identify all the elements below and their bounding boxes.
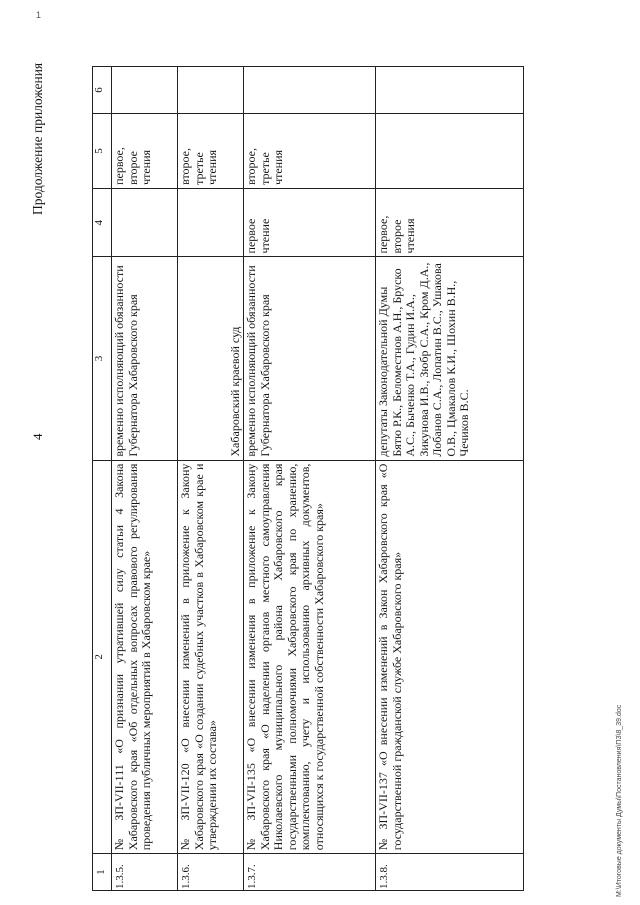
header-cell-6: 6 (93, 67, 112, 114)
readings: второе, третье чтения (178, 114, 244, 189)
row-number: 1.3.8. (376, 854, 524, 891)
bill-initiator: депутаты Законодательной Думы Бятю Р.К., Беломестнов А.Н., Бруско А.С., Быченко Т.А., Гудин И.А., Зикунова И.В., Зюбр С.А., Кром Д.А., Лобанов С.А., Лопатин В.С., Ушакова О.В., Цмакалов К.И., Шохин В.Н., Чечиков В.С. (376, 257, 524, 460)
bill-initiator: Хабаровский краевой суд (178, 257, 244, 460)
row-number: 1.3.6. (178, 854, 244, 891)
legislation-table (92, 66, 524, 891)
note (244, 67, 376, 114)
header-cell-1: 1 (93, 854, 112, 891)
table-row (244, 67, 376, 891)
row-number: 1.3.5. (112, 854, 178, 891)
footer-file-path: M:\Итоговые документы Думы\Постановления\ПЗ\8_39.doc (616, 704, 623, 897)
readings: второе, третье чтения (244, 114, 376, 189)
table-row (376, 67, 524, 891)
note (376, 67, 524, 114)
note (112, 67, 178, 114)
first-reading (178, 188, 244, 257)
header-cell-2: 2 (93, 460, 112, 854)
continuation-label: Продолжение приложения (30, 62, 45, 215)
readings (376, 114, 524, 189)
corner-mark: 1 (36, 10, 42, 20)
table-row (178, 67, 244, 891)
page-number: 4 (30, 433, 45, 440)
row-number: 1.3.7. (244, 854, 376, 891)
readings: первое, второе чтения (112, 114, 178, 189)
bill-title: № ЗП-VII-120 «О внесении изменений в приложение к Закону Хабаровского края «О создании судебных участков в Хабаровском крае и утверждении их состава» (178, 460, 244, 854)
table-header-row (93, 67, 112, 891)
header-cell-4: 4 (93, 188, 112, 257)
bill-initiator: временно исполняющий обязанности Губернатора Хабаровского края (244, 257, 376, 460)
first-reading: первое чтение (244, 188, 376, 257)
header-cell-3: 3 (93, 257, 112, 460)
note (178, 67, 244, 114)
first-reading: первое, второе чтения (376, 188, 524, 257)
bill-title: № ЗП-VII-111 «О признании утратившей силу статьи 4 Закона Хабаровского края «Об отдельных вопросах правового регулирования проведения публичных мероприятий в Хабаровском крае» (112, 460, 178, 854)
bill-title: № ЗП-VII-137 «О внесении изменений в Закон Хабаровского края «О государственной гражданской службе Хабаровского края» (376, 460, 524, 854)
bill-title: № ЗП-VII-135 «О внесении изменения в приложение к Закону Хабаровского края «О наделении органов местного самоуправления Николаевского муниципального района Хабаровского края государственными полномочиями Хабаровского края по хранению, комплектованию, учету и использованию архивных документов, относящихся к государственной собственности Хабаровского края» (244, 460, 376, 854)
header-cell-5: 5 (93, 114, 112, 189)
first-reading (112, 188, 178, 257)
bill-initiator: временно исполняющий обязанности Губернатора Хабаровского края (112, 257, 178, 460)
table-row (112, 67, 178, 891)
